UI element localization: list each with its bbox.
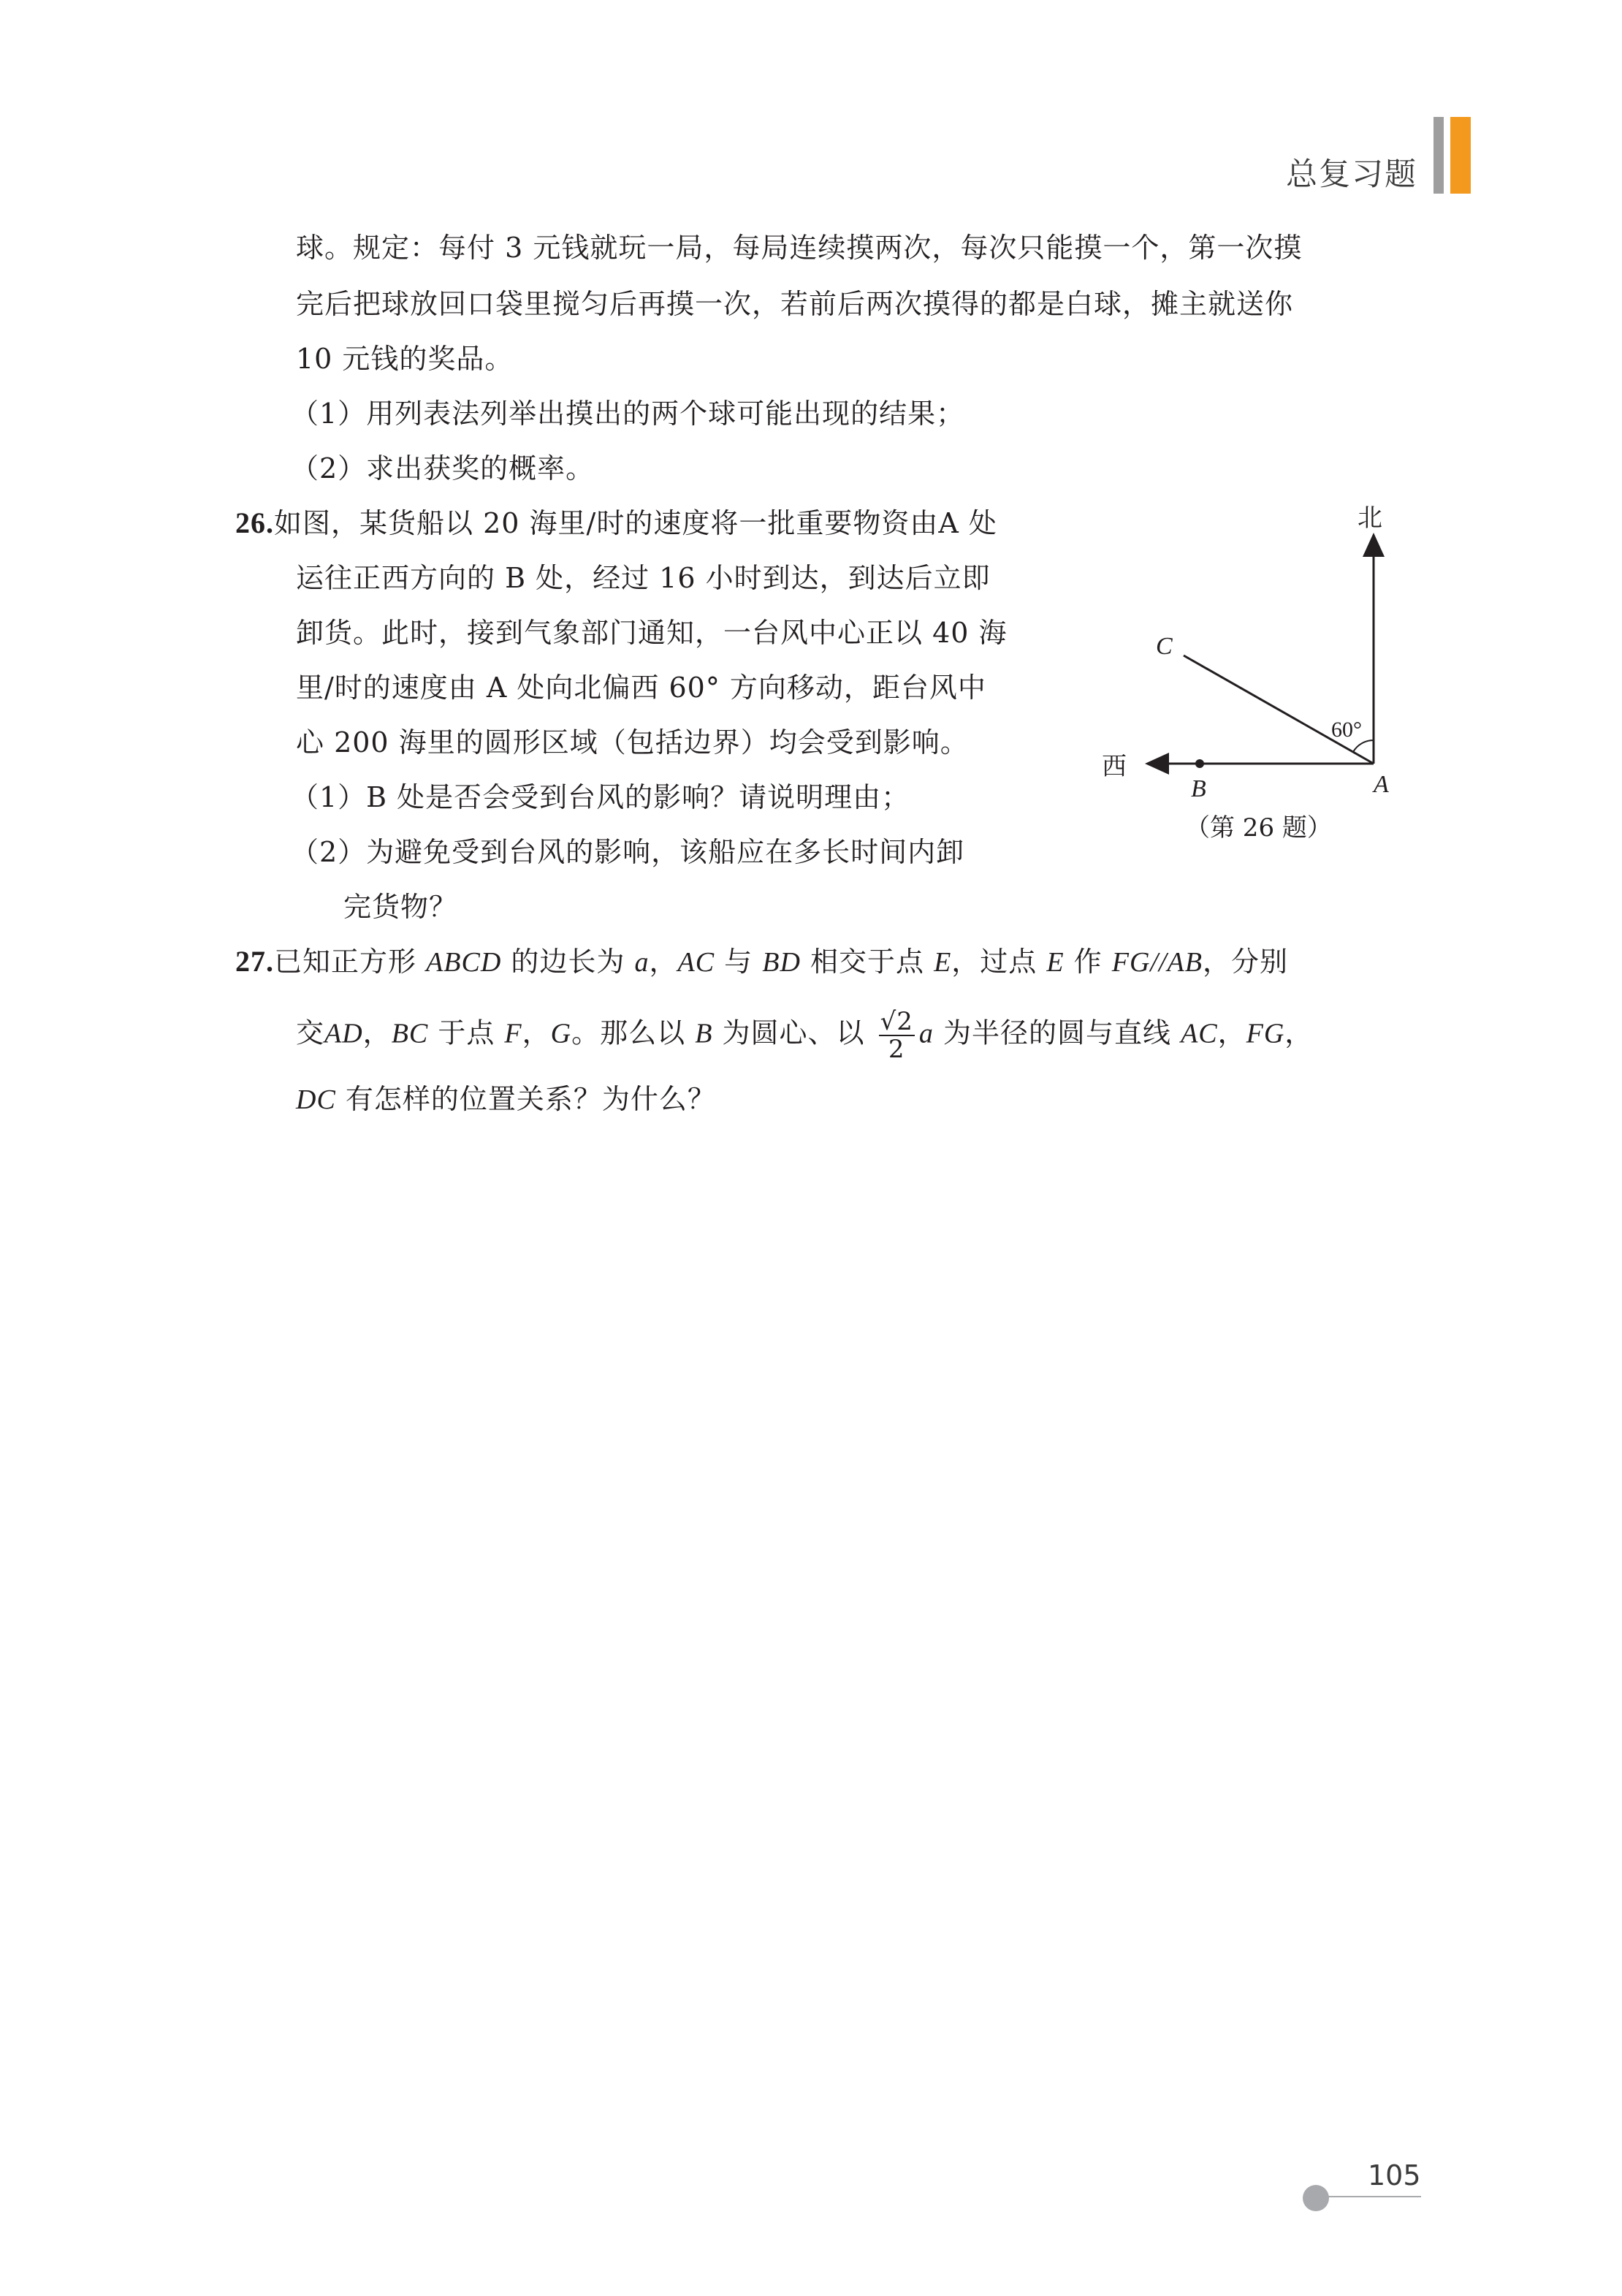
section-title: 总复习题: [1286, 156, 1417, 193]
t: 作: [1064, 946, 1112, 978]
north-label: 北: [1358, 503, 1382, 533]
q26-line-5: 心 200 海里的圆形区域（包括边界）均会受到影响。: [296, 726, 969, 759]
angle-label: 60°: [1331, 718, 1362, 742]
t: 相交于点: [800, 946, 934, 978]
q26-number: 26.: [235, 506, 274, 539]
fraction-numerator: √2: [880, 1007, 913, 1036]
t: ，: [522, 1016, 551, 1049]
q26-line-3: 卸货。此时，接到气象部门通知，一台风中心正以 40 海: [296, 617, 1008, 649]
q27-line-1: [235, 943, 1288, 981]
point-b: [1195, 759, 1204, 768]
t: ，分别: [1202, 946, 1288, 978]
label-b: B: [1191, 775, 1206, 802]
t: E: [1046, 947, 1065, 978]
t: ，: [362, 1016, 392, 1049]
t: 。那么以: [571, 1016, 696, 1049]
q26-part-2a: （2）为避免受到台风的影响，该船应在多长时间内卸: [291, 836, 965, 868]
q26-line-1: [235, 504, 997, 542]
t: 于点: [428, 1016, 505, 1049]
t: ，: [1217, 1016, 1246, 1049]
t: BD: [762, 947, 801, 978]
t: a: [634, 947, 650, 978]
q26-line-2: 运往正西方向的 B 处，经过 16 小时到达，到达后立即: [296, 562, 991, 594]
q25-part-1: （1）用列表法列举出摸出的两个球可能出现的结果；: [291, 398, 965, 430]
fraction-sqrt2-over-2: [879, 1008, 915, 1063]
t: 已知正方形: [274, 946, 427, 978]
t: 为半径的圆与直线: [933, 1016, 1181, 1049]
t: 与: [715, 946, 763, 978]
page-number: 105: [1368, 2159, 1421, 2192]
t: 的边长为: [501, 946, 635, 978]
q25-part-2: （2）求出获奖的概率。: [291, 452, 595, 484]
angle-arc: [1353, 740, 1374, 752]
q26-part-1: （1）B 处是否会受到台风的影响？请说明理由；: [291, 781, 910, 813]
t: F: [504, 1018, 522, 1049]
header-orange-bar: [1450, 117, 1471, 194]
t: a: [918, 1018, 934, 1049]
t: FG//AB: [1111, 947, 1203, 978]
t: ABCD: [426, 947, 502, 978]
t: 有怎样的位置关系？为什么？: [335, 1083, 716, 1115]
q25-line-3: 10 元钱的奖品。: [296, 343, 514, 375]
q26-part-2b: 完货物？: [343, 891, 458, 923]
q27-line-2: [296, 1008, 1313, 1063]
q25-line-2: 完后把球放回口袋里搅匀后再摸一次，若前后两次摸得的都是白球，摊主就送你: [296, 288, 1294, 320]
t: G: [550, 1018, 572, 1049]
t: 交: [296, 1016, 325, 1049]
t: DC: [296, 1084, 336, 1115]
q25-line-1: 球。规定：每付 3 元钱就玩一局，每局连续摸两次，每次只能摸一个，第一次摸: [296, 232, 1303, 264]
t: B: [695, 1018, 713, 1049]
t: AC: [677, 947, 715, 978]
t: ，: [649, 946, 678, 978]
t: FG: [1246, 1018, 1285, 1049]
label-a: A: [1374, 771, 1389, 798]
t: AC: [1181, 1018, 1218, 1049]
label-c: C: [1156, 633, 1173, 660]
q26-line-4: 里/时的速度由 A 处向北偏西 60° 方向移动，距台风中: [296, 672, 986, 704]
t: E: [934, 947, 952, 978]
q26-text-1: 如图，某货船以 20 海里/时的速度将一批重要物资由A 处: [274, 507, 997, 539]
q27-number: 27.: [235, 945, 274, 978]
fraction-denominator: 2: [888, 1035, 905, 1064]
west-label: 西: [1102, 752, 1127, 781]
header-gray-bar: [1433, 117, 1444, 194]
line-ac: [1184, 655, 1374, 764]
t: ，过点: [951, 946, 1047, 978]
page-number-rule: [1315, 2196, 1421, 2197]
t: BC: [391, 1018, 429, 1049]
t: ，: [1284, 1016, 1314, 1049]
t: AD: [324, 1018, 363, 1049]
q27-line-3: [296, 1080, 716, 1119]
q26-caption: （第 26 题）: [1185, 813, 1332, 843]
page-number-dot: [1303, 2185, 1329, 2211]
t: 为圆心、以: [712, 1016, 875, 1049]
